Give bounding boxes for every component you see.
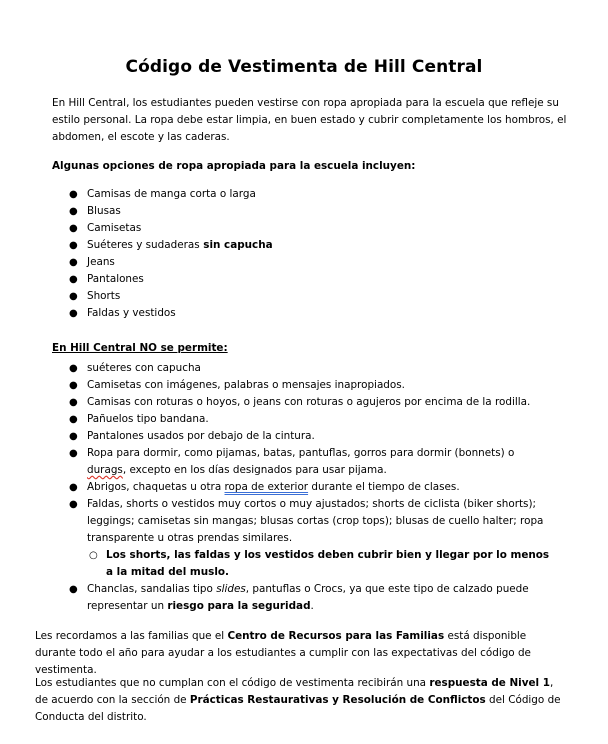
- sub-list-item: ○ Los shorts, las faldas y los vestidos deben cubrir bien y llegar por lo menos a la mitad del muslo.: [89, 549, 550, 578]
- bullet-icon: ●: [69, 397, 78, 408]
- list-item: ● Faldas, shorts o vestidos muy cortos o muy ajustados; shorts de ciclista (biker shorts); leggings; camisetas sin mangas; blusas cortas (crop tops); blusas de cuello halter; ropa transparente u otras prendas similares.: [69, 498, 544, 544]
- bullet-icon: ●: [69, 482, 78, 493]
- list-item: ● Suéteres y sudaderas sin capucha: [52, 237, 552, 254]
- list-item: ● Pañuelos tipo bandana.: [52, 411, 552, 428]
- list-item: ● Shorts: [52, 288, 552, 305]
- list-item: ● Blusas: [52, 203, 552, 220]
- bullet-icon: ●: [69, 291, 78, 302]
- list-item: ● Chanclas, sandalias tipo slides, pantuflas o Crocs, ya que este tipo de calzado puede representar un riesgo para la seguridad.: [69, 583, 529, 612]
- not-allowed-list: [52, 360, 552, 615]
- bold-text: sin capucha: [199, 239, 273, 251]
- bullet-icon: ●: [69, 257, 78, 268]
- consequences-paragraph: Los estudiantes que no cumplan con el código de vestimenta recibirán una respuesta de Nivel 1, de acuerdo con la sección de Prácticas Restaurativas y Resolución de Conflictos del Código de Conducta del distrito.: [35, 677, 561, 723]
- list-item: ● Abrigos, chaquetas u otra ropa de exterior durante el tiempo de clases.: [52, 479, 552, 496]
- document-title: Código de Vestimenta de Hill Central: [125, 57, 483, 77]
- bullet-icon: ●: [69, 223, 78, 234]
- bullet-icon: ●: [69, 499, 78, 510]
- grammar-suggestion[interactable]: ropa de exterior: [224, 481, 309, 493]
- list-item: ● Ropa para dormir, como pijamas, batas, pantuflas, gorros para dormir (bonnets) o durags, excepto en los días designados para usar pijama.: [69, 447, 515, 476]
- bullet-icon: ●: [69, 448, 78, 459]
- bullet-icon: ●: [69, 584, 78, 595]
- list-item: ● suéteres con capucha: [52, 360, 552, 377]
- bullet-icon: ●: [69, 414, 78, 425]
- not-allowed-heading: En Hill Central NO se permite:: [52, 342, 228, 354]
- bullet-icon: ●: [69, 189, 78, 200]
- list-item: ● Camisas con roturas o hoyos, o jeans con roturas o agujeros por encima de la rodilla.: [52, 394, 552, 411]
- bullet-icon: ●: [69, 380, 78, 391]
- hollow-bullet-icon: ○: [89, 550, 98, 561]
- list-item: ● Jeans: [52, 254, 552, 271]
- list-item: ● Camisas de manga corta o larga: [52, 186, 552, 203]
- bullet-icon: ●: [69, 274, 78, 285]
- bullet-icon: ●: [69, 240, 78, 251]
- list-item: ● Camisetas: [52, 220, 552, 237]
- bullet-icon: ●: [69, 308, 78, 319]
- bullet-icon: ●: [69, 206, 78, 217]
- intro-paragraph: En Hill Central, los estudiantes pueden vestirse con ropa apropiada para la escuela que refleje su estilo personal. La ropa debe estar limpia, en buen estado y cubrir completamente los hombros, el abdomen, el escote y las caderas.: [52, 97, 567, 143]
- list-item: ● Camisetas con imágenes, palabras o mensajes inapropiados.: [52, 377, 552, 394]
- list-item: ● Pantalones usados por debajo de la cintura.: [52, 428, 552, 445]
- bullet-icon: ●: [69, 363, 78, 374]
- allowed-list: [52, 186, 552, 322]
- family-resources-paragraph: Les recordamos a las familias que el Centro de Recursos para las Familias está disponible durante todo el año para ayudar a los estudiantes a cumplir con las expectativas del código de vestimenta.: [35, 630, 531, 676]
- allowed-heading: Algunas opciones de ropa apropiada para la escuela incluyen:: [52, 160, 416, 172]
- bullet-icon: ●: [69, 431, 78, 442]
- spellcheck-word[interactable]: durags: [87, 464, 123, 476]
- list-item: ● Pantalones: [52, 271, 552, 288]
- list-item: ● Faldas y vestidos: [52, 305, 552, 322]
